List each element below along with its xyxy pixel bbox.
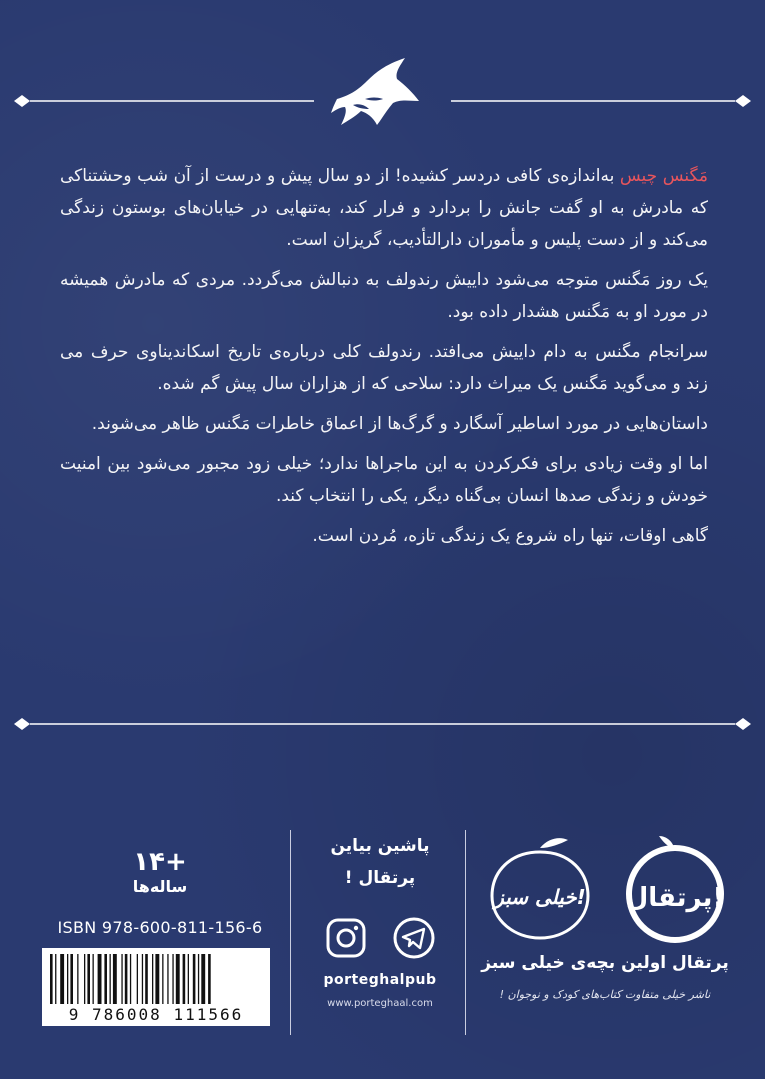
blurb-paragraph-3: سرانجام مگنس به دام داییش می‌افتد. رندولف کلی درباره‌ی تاریخ اسکاندیناوی حرف می زند و می‌گوید مَگنس یک میراث دارد: سلاحی که از هزاران سال پیش گم شده. [60, 342, 708, 394]
slogan-line-2: پرتقال ! [344, 868, 416, 888]
age-rating-number: +۱۴ [133, 847, 187, 877]
age-isbn-block [40, 828, 280, 1033]
blurb-paragraph-5: اما او وقت زیادی برای فکرکردن به این ماجراها ندارد؛ خیلی زود مجبور می‌شود بین امنیت خودش و زندگی صدها انسان بی‌گناه دیگر، یکی را انتخاب کند. [60, 454, 708, 506]
blurb-paragraph-4: داستان‌هایی در مورد اساطیر آسگارد و گرگ‌ها از اعماق خاطرات مَگنس ظاهر می‌شوند. [91, 414, 708, 434]
publisher-block [470, 828, 740, 1028]
slogan [300, 830, 460, 894]
social-handle[interactable]: porteghalpub [323, 972, 437, 988]
porteghal-logo [615, 828, 735, 948]
column-separator [465, 830, 466, 1035]
age-rating [105, 848, 215, 898]
instagram-icon[interactable] [324, 916, 368, 960]
publisher-subline: ناشر خیلی متفاوت کتاب‌های کودک و نوجوان ! [499, 988, 711, 1001]
kheili-sabz-logo-text: خیلی سبز! [494, 885, 586, 909]
isbn-label: ISBN 978-600-811-156-6 [57, 918, 263, 937]
blurb-paragraph-6: گاهی اوقات، تنها راه شروع یک زندگی تازه، مُردن است. [312, 526, 708, 546]
kheili-sabz-logo [480, 828, 600, 948]
promo-block [300, 828, 460, 1028]
blurb-paragraph-1 [60, 160, 708, 256]
blurb-paragraph-1-text: به‌اندازه‌ی کافی دردسر کشیده! از دو سال پیش و درست از آن شب وحشتناکی که مادرش به او گفت جانش را بردارد و فرار کند، به‌تنهایی در خیابان‌های بوستون زندگی می‌کند و از دست پلیس و مأموران دارالتأدیب، گریزان است. [60, 166, 708, 250]
website-link[interactable]: www.porteghaal.com [327, 998, 433, 1009]
column-separator [290, 830, 291, 1035]
publisher-tagline: پرتقال اولین بچه‌ی خیلی سبز [481, 953, 729, 973]
barcode [42, 948, 270, 1026]
telegram-icon[interactable] [392, 916, 436, 960]
back-cover-blurb [60, 160, 708, 560]
hero-name: مَگنس چیس [619, 166, 708, 186]
age-rating-unit: ساله‌ها [132, 877, 188, 896]
porteghal-logo-text: پرتقال! [625, 883, 725, 913]
wolf-head-icon [325, 55, 425, 133]
slogan-line-1: پاشین بیاین [330, 836, 430, 856]
bottom-divider [14, 718, 751, 730]
barcode-bars [48, 954, 264, 1004]
barcode-digits: 9 786008 111566 [68, 1005, 244, 1024]
blurb-paragraph-2: یک روز مَگنس متوجه می‌شود داییش رندولف به دنبالش می‌گردد. مردی که مادرش همیشه در مورد او به مَگنس هشدار داده بود. [60, 270, 708, 322]
